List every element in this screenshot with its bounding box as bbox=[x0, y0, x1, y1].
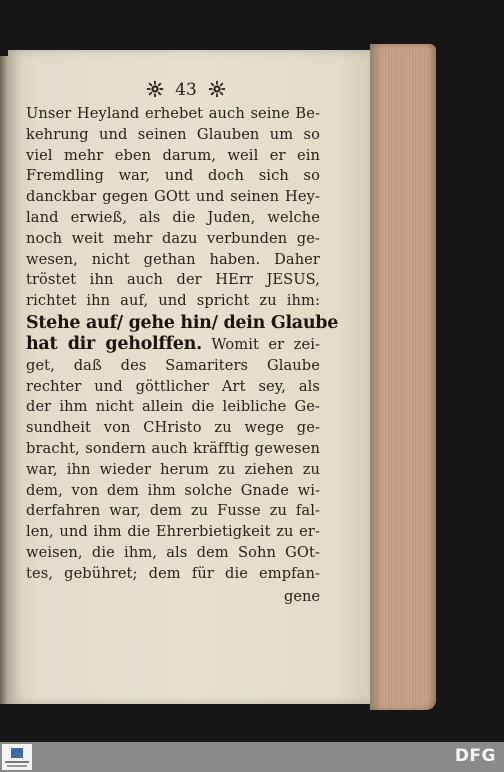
text-line: land erwieß, als die Juden, welche bbox=[26, 208, 320, 226]
catchword: gene bbox=[283, 587, 320, 605]
text-line: tröstet ihn auch der HErr JESUS, bbox=[26, 271, 320, 289]
fore-edge-shadow bbox=[370, 44, 382, 710]
ornament-left-icon bbox=[146, 80, 164, 98]
text-line: rechter und göttlicher Art sey, als bbox=[26, 377, 320, 395]
text-line: war, ihn wieder herum zu ziehen zu bbox=[26, 460, 320, 478]
text-line: Fremdling war, und doch sich so bbox=[26, 167, 320, 185]
quote-line: Stehe auf/ gehe hin/ dein Glaube bbox=[26, 312, 339, 333]
text-line: richtet ihn auf, und spricht zu ihm: bbox=[26, 292, 320, 310]
library-logo-caption-line bbox=[5, 761, 29, 763]
text-line: len, und ihm die Ehrerbietigkeit zu er- bbox=[26, 523, 320, 541]
text-line: tes, gebühret; dem für die empfan- bbox=[26, 564, 320, 582]
dfg-logo[interactable]: DFG bbox=[454, 746, 496, 766]
page-header bbox=[0, 80, 372, 100]
text-line: danckbar gegen GOtt und seinen Hey- bbox=[26, 188, 320, 206]
footer-bar bbox=[0, 742, 504, 772]
text-line: derfahren war, dem zu Fusse zu fal- bbox=[26, 502, 320, 520]
library-logo-mark-icon bbox=[11, 748, 23, 758]
mixed-line bbox=[26, 334, 320, 356]
text-line: weisen, die ihm, als dem Sohn GOt- bbox=[26, 543, 320, 561]
text-line: get, daß des Samariters Glaube bbox=[26, 356, 320, 374]
page-number: 43 bbox=[175, 80, 197, 100]
text-line: kehrung und seinen Glauben um so bbox=[26, 125, 320, 143]
library-logo[interactable] bbox=[2, 744, 32, 770]
page-body-text bbox=[26, 104, 339, 607]
text-line: viel mehr eben darum, weil er ein bbox=[26, 146, 320, 164]
text-line-continuation: Womit er zei- bbox=[211, 335, 320, 353]
ornament-right-icon bbox=[208, 80, 226, 98]
text-line: wesen, nicht gethan haben. Daher bbox=[26, 250, 320, 268]
text-line: bracht, sondern auch kräfftig gewesen bbox=[26, 439, 320, 457]
text-line: sundheit von CHristo zu wege ge- bbox=[26, 419, 320, 437]
quote-line-end: hat dir geholffen. bbox=[26, 333, 202, 354]
text-line: noch weit mehr dazu verbunden ge- bbox=[26, 229, 320, 247]
library-logo-caption-line bbox=[7, 765, 27, 767]
text-line: dem, von dem ihm solche Gnade wi- bbox=[26, 481, 320, 499]
text-line: Unser Heyland erhebet auch seine Be- bbox=[26, 105, 320, 122]
text-line: der ihm nicht allein die leibliche Ge- bbox=[26, 398, 320, 416]
